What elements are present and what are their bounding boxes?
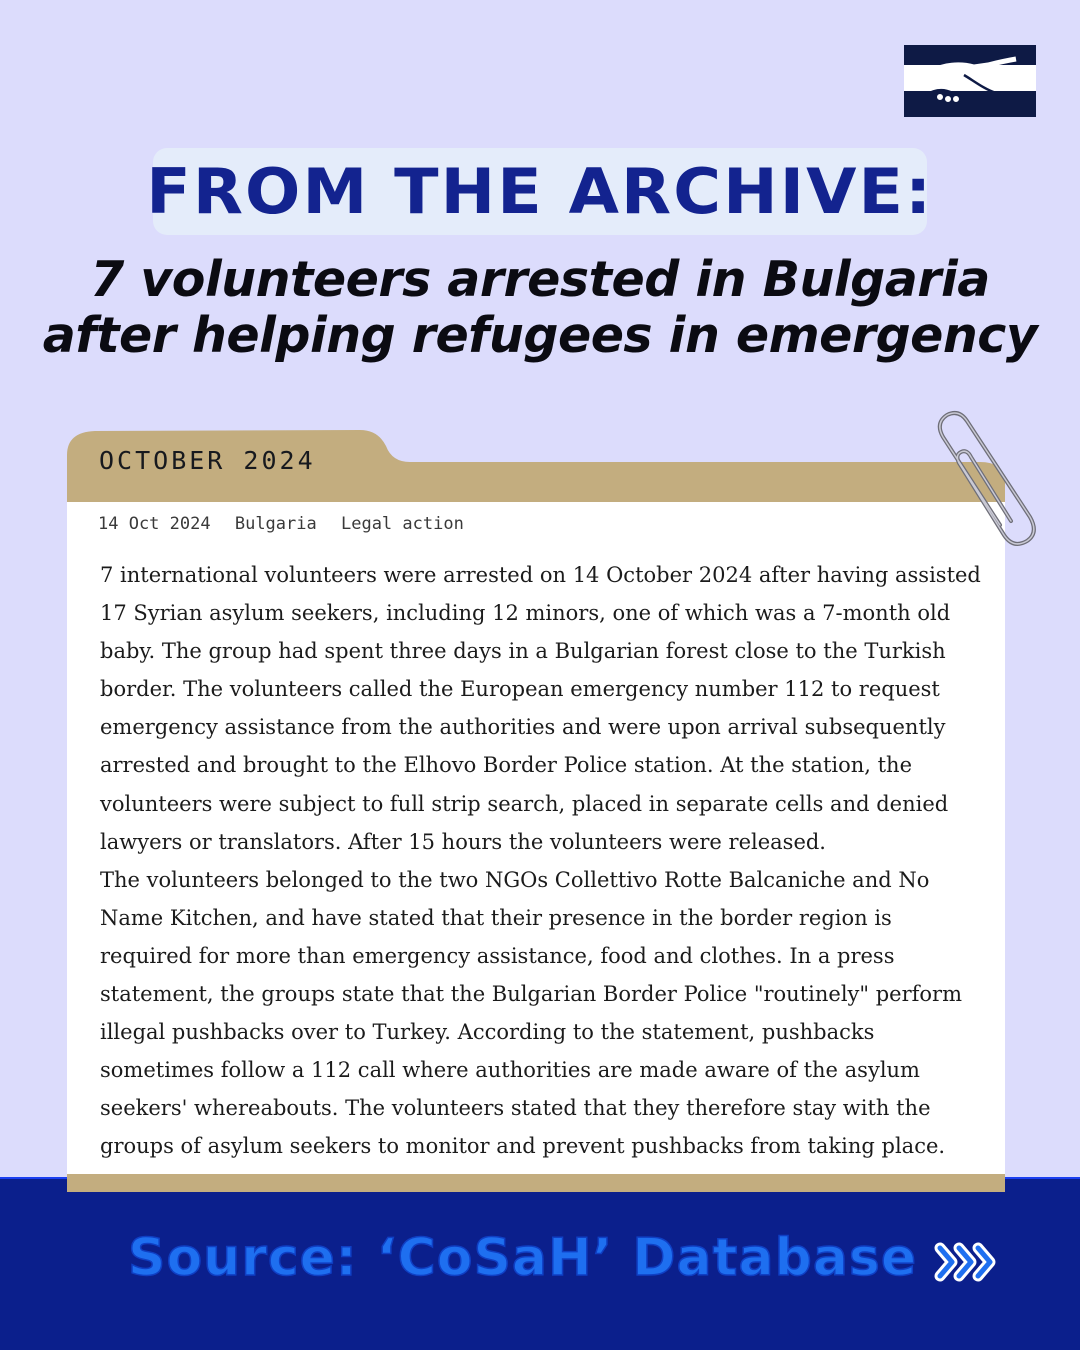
body-line: 17 Syrian asylum seekers, including 12 minors, one of which was a 7-month old: [100, 601, 951, 626]
body-line: lawyers or translators. After 15 hours the volunteers were released.: [100, 829, 826, 854]
body-line: sometimes follow a 112 call where authorities are made aware of the asylum: [100, 1058, 920, 1083]
body-line: seekers' whereabouts. The volunteers stated that they therefore stay with the: [100, 1096, 931, 1121]
body-line: border. The volunteers called the European emergency number 112 to request: [100, 677, 940, 702]
record-category: Legal action: [340, 514, 464, 534]
body-line: statement, the groups state that the Bulgarian Border Police "routinely" perform: [100, 982, 963, 1007]
headline-line-2: after helping refugees in emergency: [42, 307, 1038, 364]
headline-line-1: 7 volunteers arrested in Bulgaria: [90, 251, 990, 308]
body-line: illegal pushbacks over to Turkey. According to the statement, pushbacks: [100, 1020, 875, 1045]
body-line: arrested and brought to the Elhovo Border Police station. At the station, the: [100, 753, 913, 778]
folder-tab-label: OCTOBER 2024: [99, 446, 316, 475]
record-paragraph-2: [100, 861, 1000, 1166]
body-line: baby. The group had spent three days in a Bulgarian forest close to the Turkish: [100, 639, 946, 664]
archive-label: FROM THE ARCHIVE:: [146, 155, 934, 228]
paperclip-icon: [925, 405, 1050, 555]
source-label: Source: ‘CoSaH’ Database: [128, 1228, 918, 1288]
body-line: groups of asylum seekers to monitor and prevent pushbacks from taking place.: [100, 1134, 946, 1159]
body-line: Name Kitchen, and have stated that their presence in the border region is: [100, 905, 892, 930]
body-line: 7 international volunteers were arrested on 14 October 2024 after having assisted: [100, 563, 981, 587]
body-line: required for more than emergency assistance, food and clothes. In a press: [100, 943, 895, 968]
folder-tab: [0, 0, 1080, 520]
record-country: Bulgaria: [234, 514, 317, 534]
folder-bottom-edge: [67, 1174, 1005, 1192]
triple-chevron-right-icon[interactable]: [930, 1240, 1000, 1284]
body-line: The volunteers belonged to the two NGOs Collettivo Rotte Balcaniche and No: [100, 867, 930, 892]
record-date: 14 Oct 2024: [98, 514, 211, 534]
body-line: volunteers were subject to full strip search, placed in separate cells and denied: [100, 791, 949, 816]
record-paragraph-1: [100, 556, 1000, 861]
record-body: [100, 556, 1000, 1166]
body-line: emergency assistance from the authorities and were upon arrival subsequently: [100, 715, 946, 740]
record-meta: [98, 514, 478, 534]
